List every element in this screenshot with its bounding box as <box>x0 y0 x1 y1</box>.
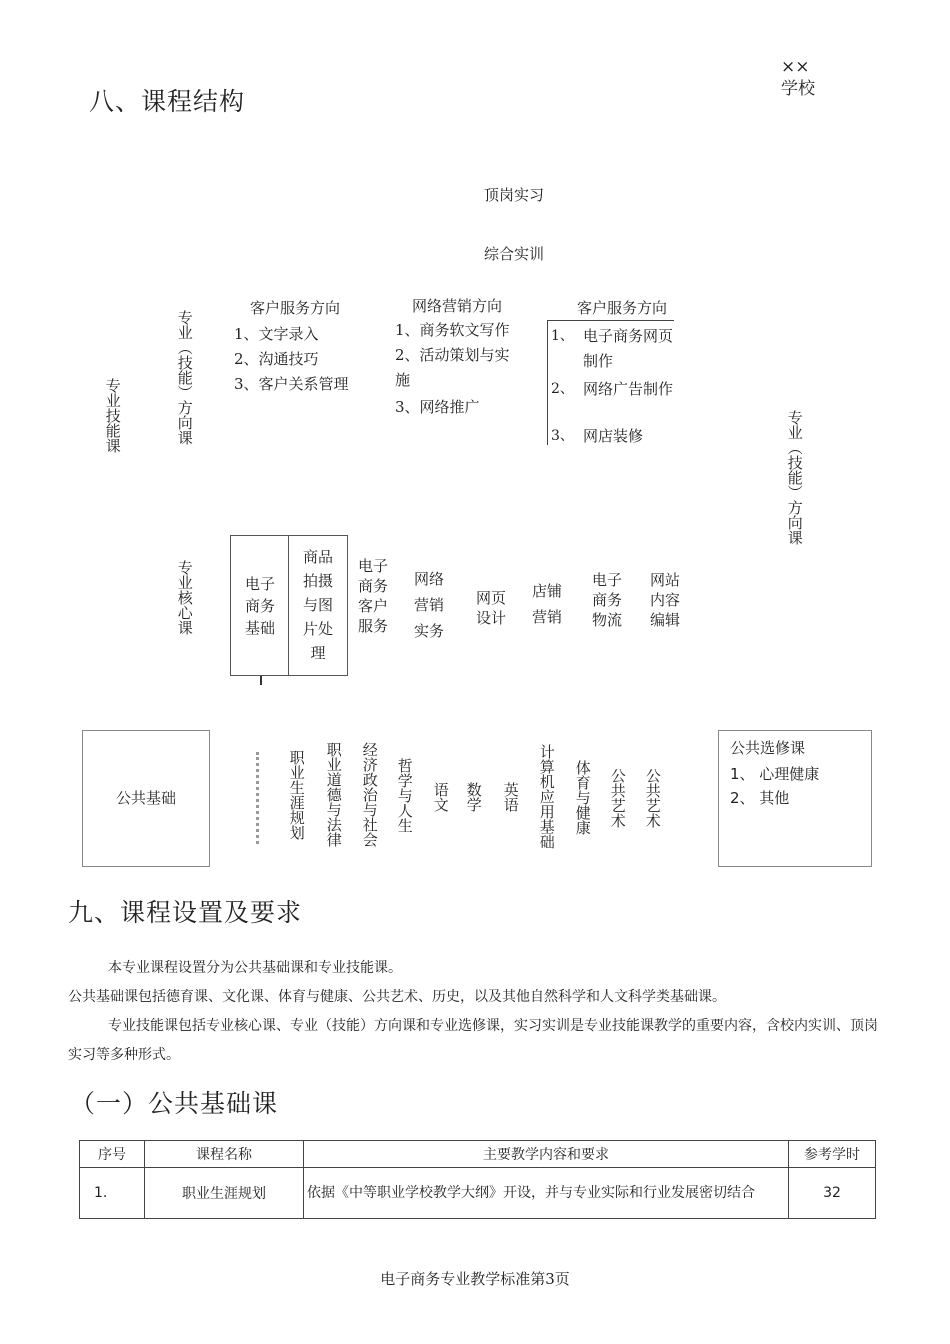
direction-2-item: 1、商务软文写作 <box>395 321 510 339</box>
public-course: 哲学与人生 <box>395 758 414 833</box>
direction-3-item-text: 网店装修 <box>583 427 644 445</box>
section-9-title: 九、课程设置及要求 <box>68 898 303 927</box>
public-course: 语文 <box>431 782 450 812</box>
table-row <box>80 1168 876 1219</box>
course-table <box>79 1140 876 1219</box>
elective-item: 1、 心理健康 <box>730 765 820 783</box>
core-course: 商品拍摄与图片处理 <box>302 548 333 662</box>
section-8-title: 八、课程结构 <box>89 87 246 116</box>
direction-3-title: 客户服务方向 <box>577 299 668 317</box>
direction-3-item-num: 1、 <box>551 328 574 344</box>
direction-3-item-num: 2、 <box>551 381 574 397</box>
anchor-marker <box>260 676 268 685</box>
direction-1-title: 客户服务方向 <box>250 299 341 317</box>
public-course: 英语 <box>501 782 520 812</box>
core-course: 网页设计 <box>476 589 507 627</box>
direction-1-item: 2、沟通技巧 <box>234 350 319 368</box>
cell-content: 依据《中等职业学校教学大纲》开设，并与专业实际和行业发展密切结合 <box>304 1168 789 1219</box>
direction-2-item: 3、网络推广 <box>395 398 480 416</box>
core-courses-label: 专业核心课 <box>175 560 194 635</box>
header-content: 主要教学内容和要求 <box>304 1141 789 1168</box>
public-course: 计算机应用基础 <box>537 744 556 849</box>
public-course: 数学 <box>464 782 483 812</box>
direction-1-item: 1、文字录入 <box>234 325 319 343</box>
public-course: 体育与健康 <box>573 760 592 835</box>
public-course: 职业生涯规划 <box>287 750 306 840</box>
core-course: 网站内容编辑 <box>650 571 681 629</box>
public-course: 职业道德与法律 <box>324 742 343 847</box>
header-index: 序号 <box>80 1141 145 1168</box>
public-course: 公共艺术 <box>643 768 662 828</box>
paragraph: 本专业课程设置分为公共基础课和专业技能课。 <box>108 960 402 976</box>
table-header-row <box>80 1141 876 1168</box>
paragraph: 专业技能课包括专业核心课、专业（技能）方向课和专业选修课，实习实训是专业技能课教学的重要内容，含校内实训、顶岗实习等多种形式。 <box>68 1018 878 1063</box>
right-direction-label: 专业（技能）方向课 <box>785 410 804 545</box>
direction-3-item-num: 3、 <box>551 428 574 444</box>
training-label: 综合实训 <box>484 245 545 263</box>
direction-courses-label: 专业（技能）方向课 <box>175 310 194 445</box>
electives-title: 公共选修课 <box>730 739 806 757</box>
header-hours: 参考学时 <box>789 1141 876 1168</box>
public-foundation-label: 公共基础 <box>115 789 176 807</box>
paragraph: 公共基础课包括德育课、文化课、体育与健康、公共艺术、历史，以及其他自然科学和人文科学类基础课。 <box>68 989 726 1005</box>
cell-index: 1. <box>80 1168 145 1219</box>
school-name: ××学校 <box>781 57 815 99</box>
subsection-title: （一）公共基础课 <box>70 1089 279 1118</box>
internship-label: 顶岗实习 <box>484 186 545 204</box>
elective-item: 2、 其他 <box>730 789 790 807</box>
public-course: 经济政治与社会 <box>360 742 379 847</box>
skill-courses-label: 专业技能课 <box>103 378 122 453</box>
core-course: 电子商务物流 <box>592 571 623 629</box>
cell-hours: 32 <box>789 1168 876 1219</box>
public-course: 公共艺术 <box>608 768 627 828</box>
direction-2-item: 2、活动策划与实施 <box>395 346 510 389</box>
cell-course-name: 职业生涯规划 <box>145 1168 304 1219</box>
core-course: 电子商务客户服务 <box>358 557 389 635</box>
header-course-name: 课程名称 <box>145 1141 304 1168</box>
faded-course-mark <box>256 752 269 844</box>
core-course: 网络营销实务 <box>414 570 445 640</box>
direction-3-item-text: 网络广告制作 <box>583 380 674 398</box>
core-course: 店铺营销 <box>532 582 563 626</box>
core-course: 电子商务基础 <box>244 575 275 637</box>
direction-1-item: 3、客户关系管理 <box>234 375 349 393</box>
direction-2-title: 网络营销方向 <box>412 297 503 315</box>
direction-3-item-text: 电子商务网页制作 <box>583 327 674 370</box>
page-footer: 电子商务专业教学标准第3页 <box>380 1270 570 1288</box>
